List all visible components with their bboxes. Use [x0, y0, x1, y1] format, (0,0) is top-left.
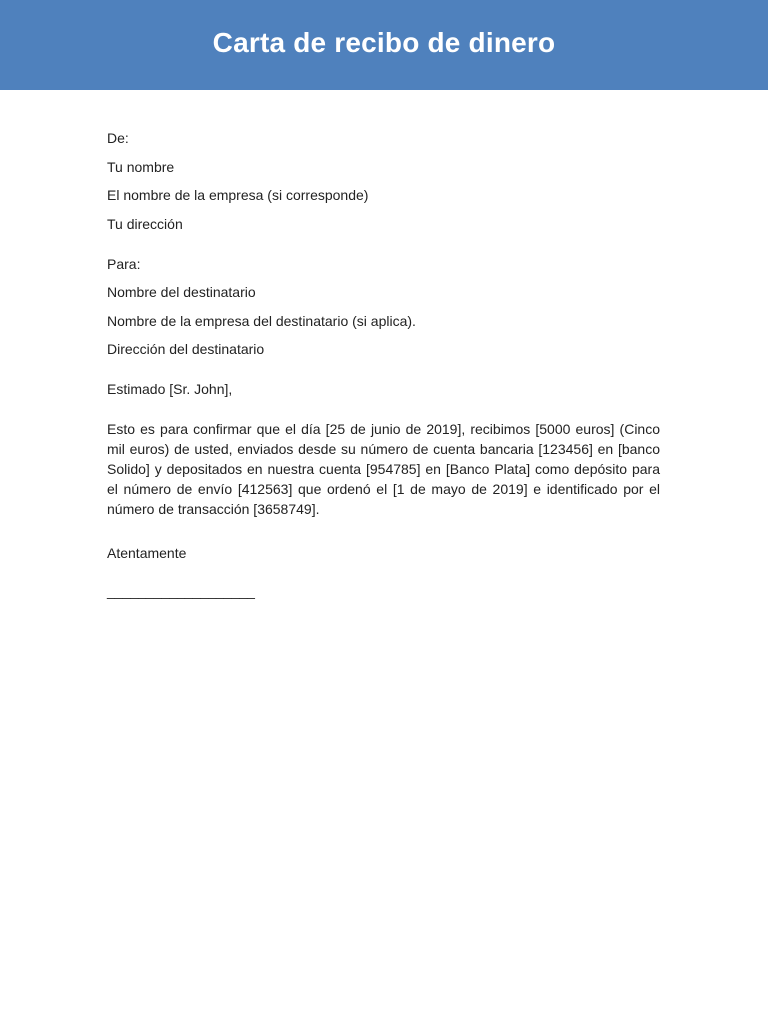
letter-body: [107, 128, 660, 601]
sender-address: Tu dirección: [107, 215, 183, 232]
sender-company: El nombre de la empresa (si corresponde): [107, 187, 369, 203]
document-header: [0, 0, 768, 90]
recipient-address: Dirección del destinatario: [107, 341, 265, 357]
sender-block: [107, 128, 660, 234]
document-title: Carta de recibo de dinero: [212, 27, 556, 58]
sender-label: De:: [107, 130, 129, 146]
greeting: Estimado [Sr. John],: [107, 381, 233, 397]
closing: Atentamente: [107, 545, 187, 561]
recipient-label: Para:: [107, 255, 141, 272]
recipient-company: Nombre de la empresa del destinatario (si aplica).: [107, 312, 416, 329]
recipient-block: [107, 254, 660, 360]
recipient-name: Nombre del destinatario: [107, 284, 256, 300]
signature-line: ___________________: [107, 583, 255, 599]
body-paragraph: Esto es para confirmar que el día [25 de junio de 2019], recibimos [5000 euros] (Cinco mil euros) de usted, enviados desde su número de cuenta bancaria [123456] en [banco Solido] y depositados en nuestra cuenta [954785] en [Banco Plata] como depósito para el número de envío [412563] que ordenó el [1 de mayo de 2019] e identificado por el número de transacción [3658749].: [107, 421, 660, 517]
sender-name: Tu nombre: [107, 158, 175, 175]
